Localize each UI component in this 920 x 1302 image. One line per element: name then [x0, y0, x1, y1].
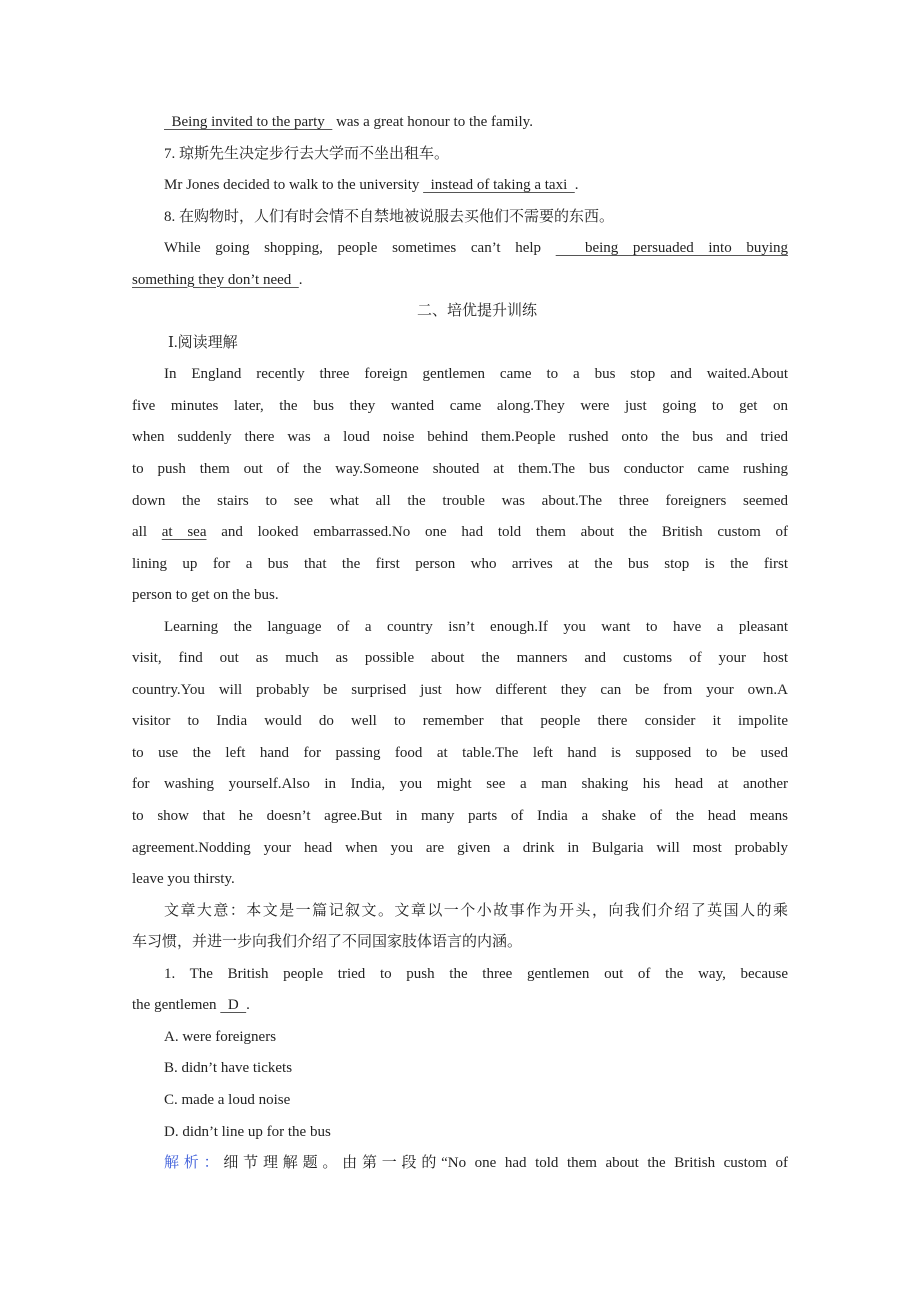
text-line	[132, 170, 788, 202]
text-line	[132, 612, 788, 644]
text-line	[132, 549, 788, 581]
text-line	[132, 927, 788, 959]
text-segment: leave you thirsty.	[132, 871, 235, 888]
text-line	[132, 643, 788, 675]
text-line	[132, 486, 788, 518]
text-line	[132, 864, 788, 896]
text-segment: five minutes later, the bus they wanted came along.They were just going to get on	[132, 397, 788, 414]
text-segment: 细节理解题。由第一段的“No one had told them about the British custom of	[223, 1155, 788, 1172]
text-segment: down the stairs to see what all the trouble was about.The three foreigners seemed	[132, 492, 788, 509]
text-segment: was a great honour to the family.	[332, 114, 533, 130]
analysis-label: 解析：	[164, 1155, 224, 1172]
text-line	[132, 202, 788, 234]
text-line	[132, 706, 788, 738]
text-line	[132, 391, 788, 423]
text-segment: 7. 琼斯先生决定步行去大学而不坐出租车。	[164, 145, 450, 162]
text-segment: agreement.Nodding your head when you are given a drink in Bulgaria will most probably	[132, 839, 788, 856]
text-segment: .	[574, 177, 579, 194]
text-segment: the gentlemen	[132, 997, 221, 1014]
answer-blank: D	[220, 997, 247, 1014]
text-segment: visit, find out as much as possible about the manners and customs of your host	[132, 650, 788, 667]
text-segment: .	[246, 997, 250, 1014]
text-segment: Mr Jones decided to walk to the university	[164, 177, 424, 194]
text-line	[132, 1148, 788, 1180]
text-segment: 车习惯，并进一步向我们介绍了不同国家肢体语言的内涵。	[132, 934, 523, 951]
text-segment: to push them out of the way.Someone shouted at them.The bus conductor came rushing	[132, 461, 788, 478]
text-segment: D. didn’t line up for the bus	[164, 1123, 331, 1140]
answer-blank: at sea	[161, 524, 207, 541]
text-line	[132, 359, 788, 391]
text-segment: Learning the language of a country isn’t enough.If you want to have a pleasant	[164, 618, 788, 635]
text-segment: and looked embarrassed.No one had told them about the British custom of	[206, 524, 788, 541]
text-line	[132, 990, 788, 1022]
answer-blank: being persuaded into buying	[555, 240, 788, 257]
text-segment: In England recently three foreign gentlemen came to a bus stop and waited.About	[164, 366, 788, 383]
text-line	[132, 896, 788, 928]
text-segment: visitor to India would do well to remember that people there consider it impolite	[132, 713, 788, 730]
text-segment: C. made a loud noise	[164, 1091, 291, 1108]
text-segment: for washing yourself.Also in India, you might see a man shaking his head at another	[132, 776, 788, 793]
text-segment: 文章大意：本文是一篇记叙文。文章以一个小故事作为开头，向我们介绍了英国人的乘	[164, 902, 788, 919]
text-segment: to use the left hand for passing food at table.The left hand is supposed to be used	[132, 744, 788, 761]
answer-blank: instead of taking a taxi	[423, 177, 575, 194]
text-segment: country.You will probably be surprised just how different they can be from your own.A	[132, 681, 788, 698]
text-line	[132, 801, 788, 833]
text-line	[132, 139, 788, 171]
text-segment: 8. 在购物时，人们有时会情不自禁地被说服去买他们不需要的东西。	[164, 208, 615, 225]
text-segment: 1. The British people tried to push the three gentlemen out of the way, because	[164, 965, 788, 982]
text-segment: .	[298, 271, 303, 288]
text-line	[132, 580, 788, 612]
text-segment: when suddenly there was a loud noise behind them.People rushed onto the bus and tried	[132, 429, 788, 446]
text-line	[132, 1053, 788, 1085]
text-line	[132, 1117, 788, 1149]
text-line	[132, 107, 788, 139]
document-page	[132, 107, 788, 1180]
text-line	[132, 265, 788, 297]
text-segment: person to get on the bus.	[132, 587, 279, 604]
text-line	[132, 454, 788, 486]
text-segment: Ⅰ.阅读理解	[168, 334, 238, 351]
text-line	[132, 517, 788, 549]
text-line	[132, 328, 788, 360]
text-line	[132, 296, 788, 328]
text-line	[132, 738, 788, 770]
text-line	[132, 233, 788, 265]
text-line	[132, 675, 788, 707]
text-line	[132, 959, 788, 991]
text-segment: all	[132, 524, 162, 541]
text-segment: A. were foreigners	[164, 1028, 277, 1045]
text-line	[132, 1085, 788, 1117]
answer-blank: Being invited to the party	[164, 114, 333, 130]
text-line	[132, 769, 788, 801]
text-segment: lining up for a bus that the first person who arrives at the bus stop is the first	[132, 555, 788, 572]
text-segment: While going shopping, people sometimes can’t help	[164, 240, 556, 257]
text-line	[132, 833, 788, 865]
text-segment: to show that he doesn’t agree.But in many parts of India a shake of the head means	[132, 808, 788, 825]
text-segment: B. didn’t have tickets	[164, 1060, 293, 1077]
answer-blank: something they don’t need	[132, 271, 299, 288]
text-line	[132, 1022, 788, 1054]
text-line	[132, 422, 788, 454]
text-segment: 二、培优提升训练	[416, 303, 537, 320]
